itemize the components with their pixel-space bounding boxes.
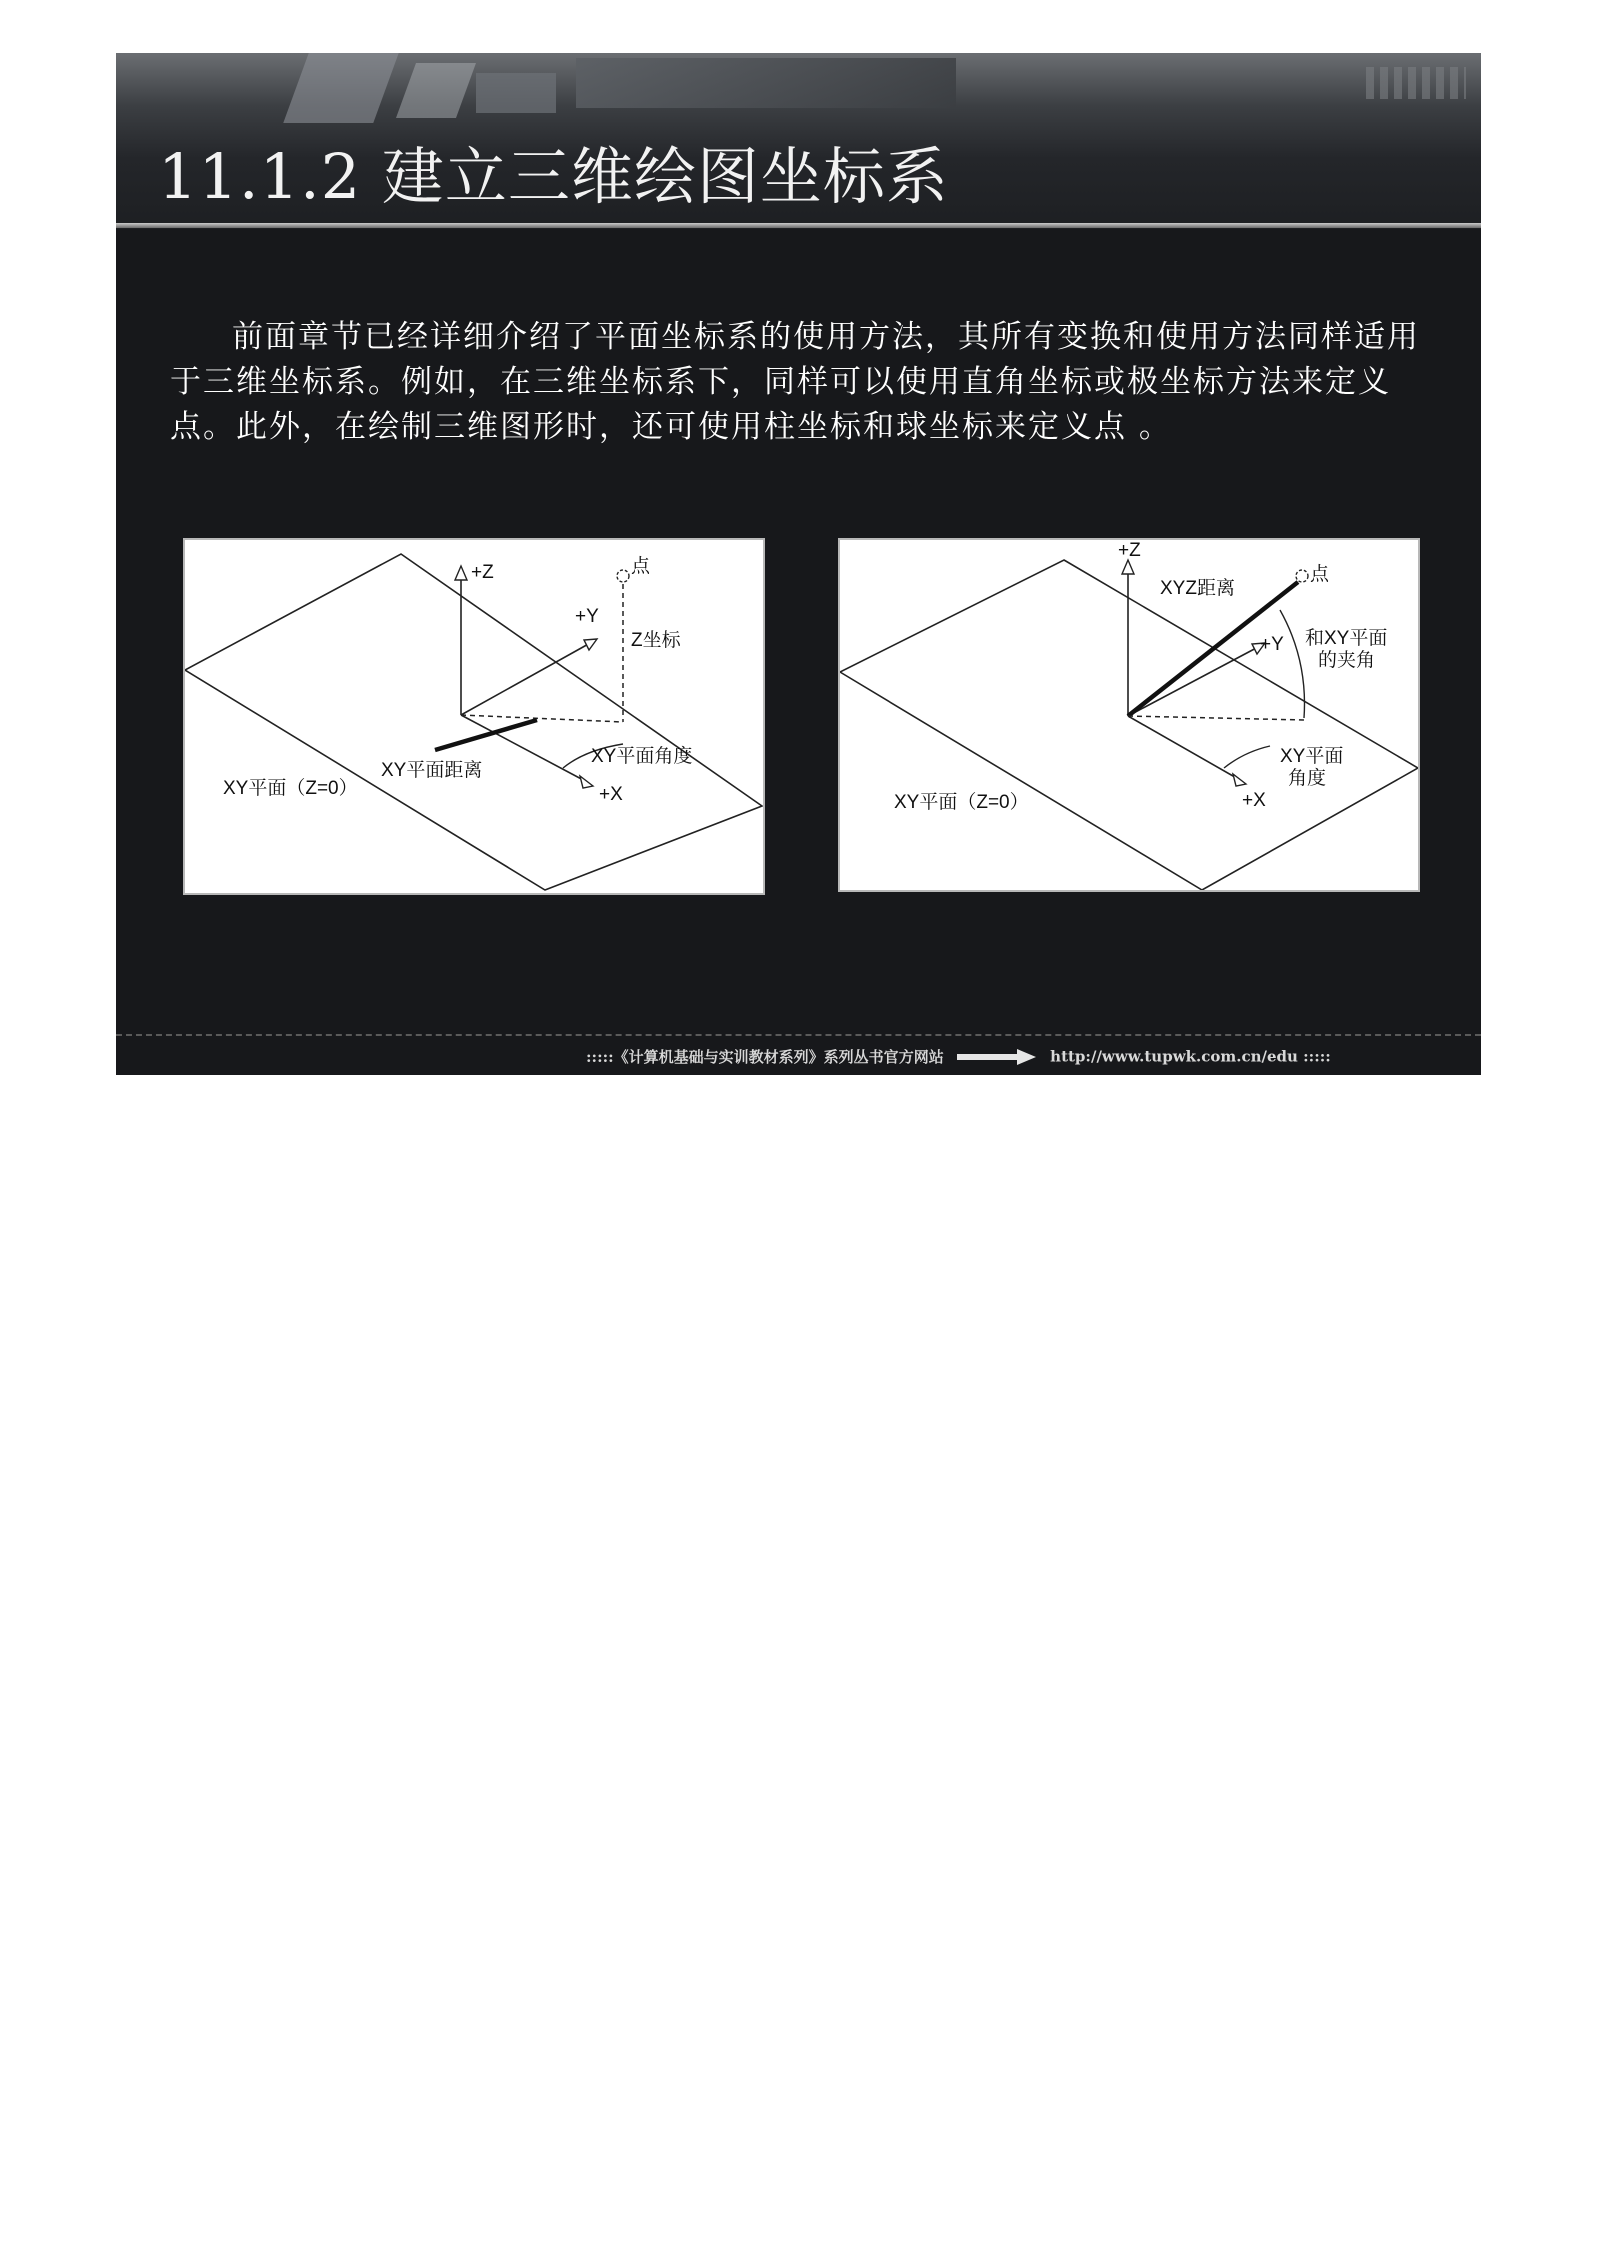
z-arrowhead (1122, 560, 1134, 574)
spherical-diagram (840, 540, 1418, 890)
point-marker (1296, 570, 1308, 582)
y-arrowhead (584, 639, 597, 650)
label-angle-xy-1: 和XY平面 (1305, 628, 1388, 649)
label-y: +Y (1260, 634, 1284, 655)
label-z: +Z (1118, 540, 1141, 561)
footer-series-text: :::::《计算机基础与实训教材系列》系列丛书官方网站 (586, 1048, 944, 1066)
label-angle-xy-2: 的夹角 (1318, 650, 1376, 671)
slide-title: 11.1.2 建立三维绘图坐标系 (158, 140, 949, 213)
header-banner (116, 53, 1481, 229)
point-marker (617, 570, 629, 582)
label-xy-angle: XY平面角度 (591, 746, 693, 767)
body-paragraph: 前面章节已经详细介绍了平面坐标系的使用方法，其所有变换和使用方法同样适用于三维坐标系。例如，在三维坐标系下，同样可以使用直角坐标或极坐标方法来定义点。此外，在绘制三维图形时，还可使用柱坐标和球坐标来定义点 。 (170, 319, 1420, 445)
footer (586, 1046, 1331, 1072)
label-xyz-distance: XYZ距离 (1160, 578, 1235, 599)
y-axis (461, 642, 592, 715)
figure-spherical-coordinates (838, 538, 1420, 892)
z-arrowhead (455, 566, 467, 580)
xy-plane-outline (840, 560, 1418, 890)
arrow-right-icon (957, 1048, 1037, 1066)
projection-line (1128, 716, 1304, 720)
elevation-arc (1280, 610, 1305, 718)
x-arrowhead (1233, 774, 1246, 786)
label-xy-distance: XY平面距离 (381, 760, 483, 781)
slide (116, 53, 1481, 1075)
label-point: 点 (631, 556, 651, 577)
label-point: 点 (1310, 564, 1330, 585)
label-plane: XY平面（Z=0） (223, 778, 358, 799)
x-arrowhead (580, 776, 593, 788)
label-z: +Z (471, 562, 494, 583)
figure-cylindrical-coordinates (183, 538, 765, 895)
xy-distance-line (435, 720, 537, 750)
projection-line (461, 715, 623, 722)
label-z-coord: Z坐标 (631, 630, 681, 651)
cylindrical-diagram (185, 540, 763, 893)
footer-divider (116, 1034, 1481, 1036)
title-divider (116, 223, 1481, 228)
label-xy-angle-2: 角度 (1288, 768, 1327, 789)
label-xy-angle-1: XY平面 (1280, 746, 1344, 767)
label-x: +X (599, 784, 623, 805)
label-x: +X (1242, 790, 1266, 811)
footer-url[interactable]: http://www.tupwk.com.cn/edu ::::: (1050, 1047, 1331, 1066)
label-y: +Y (575, 606, 599, 627)
x-axis (1128, 716, 1240, 780)
label-plane: XY平面（Z=0） (894, 792, 1029, 813)
y-axis (1128, 646, 1260, 716)
angle-arc (1224, 746, 1270, 768)
